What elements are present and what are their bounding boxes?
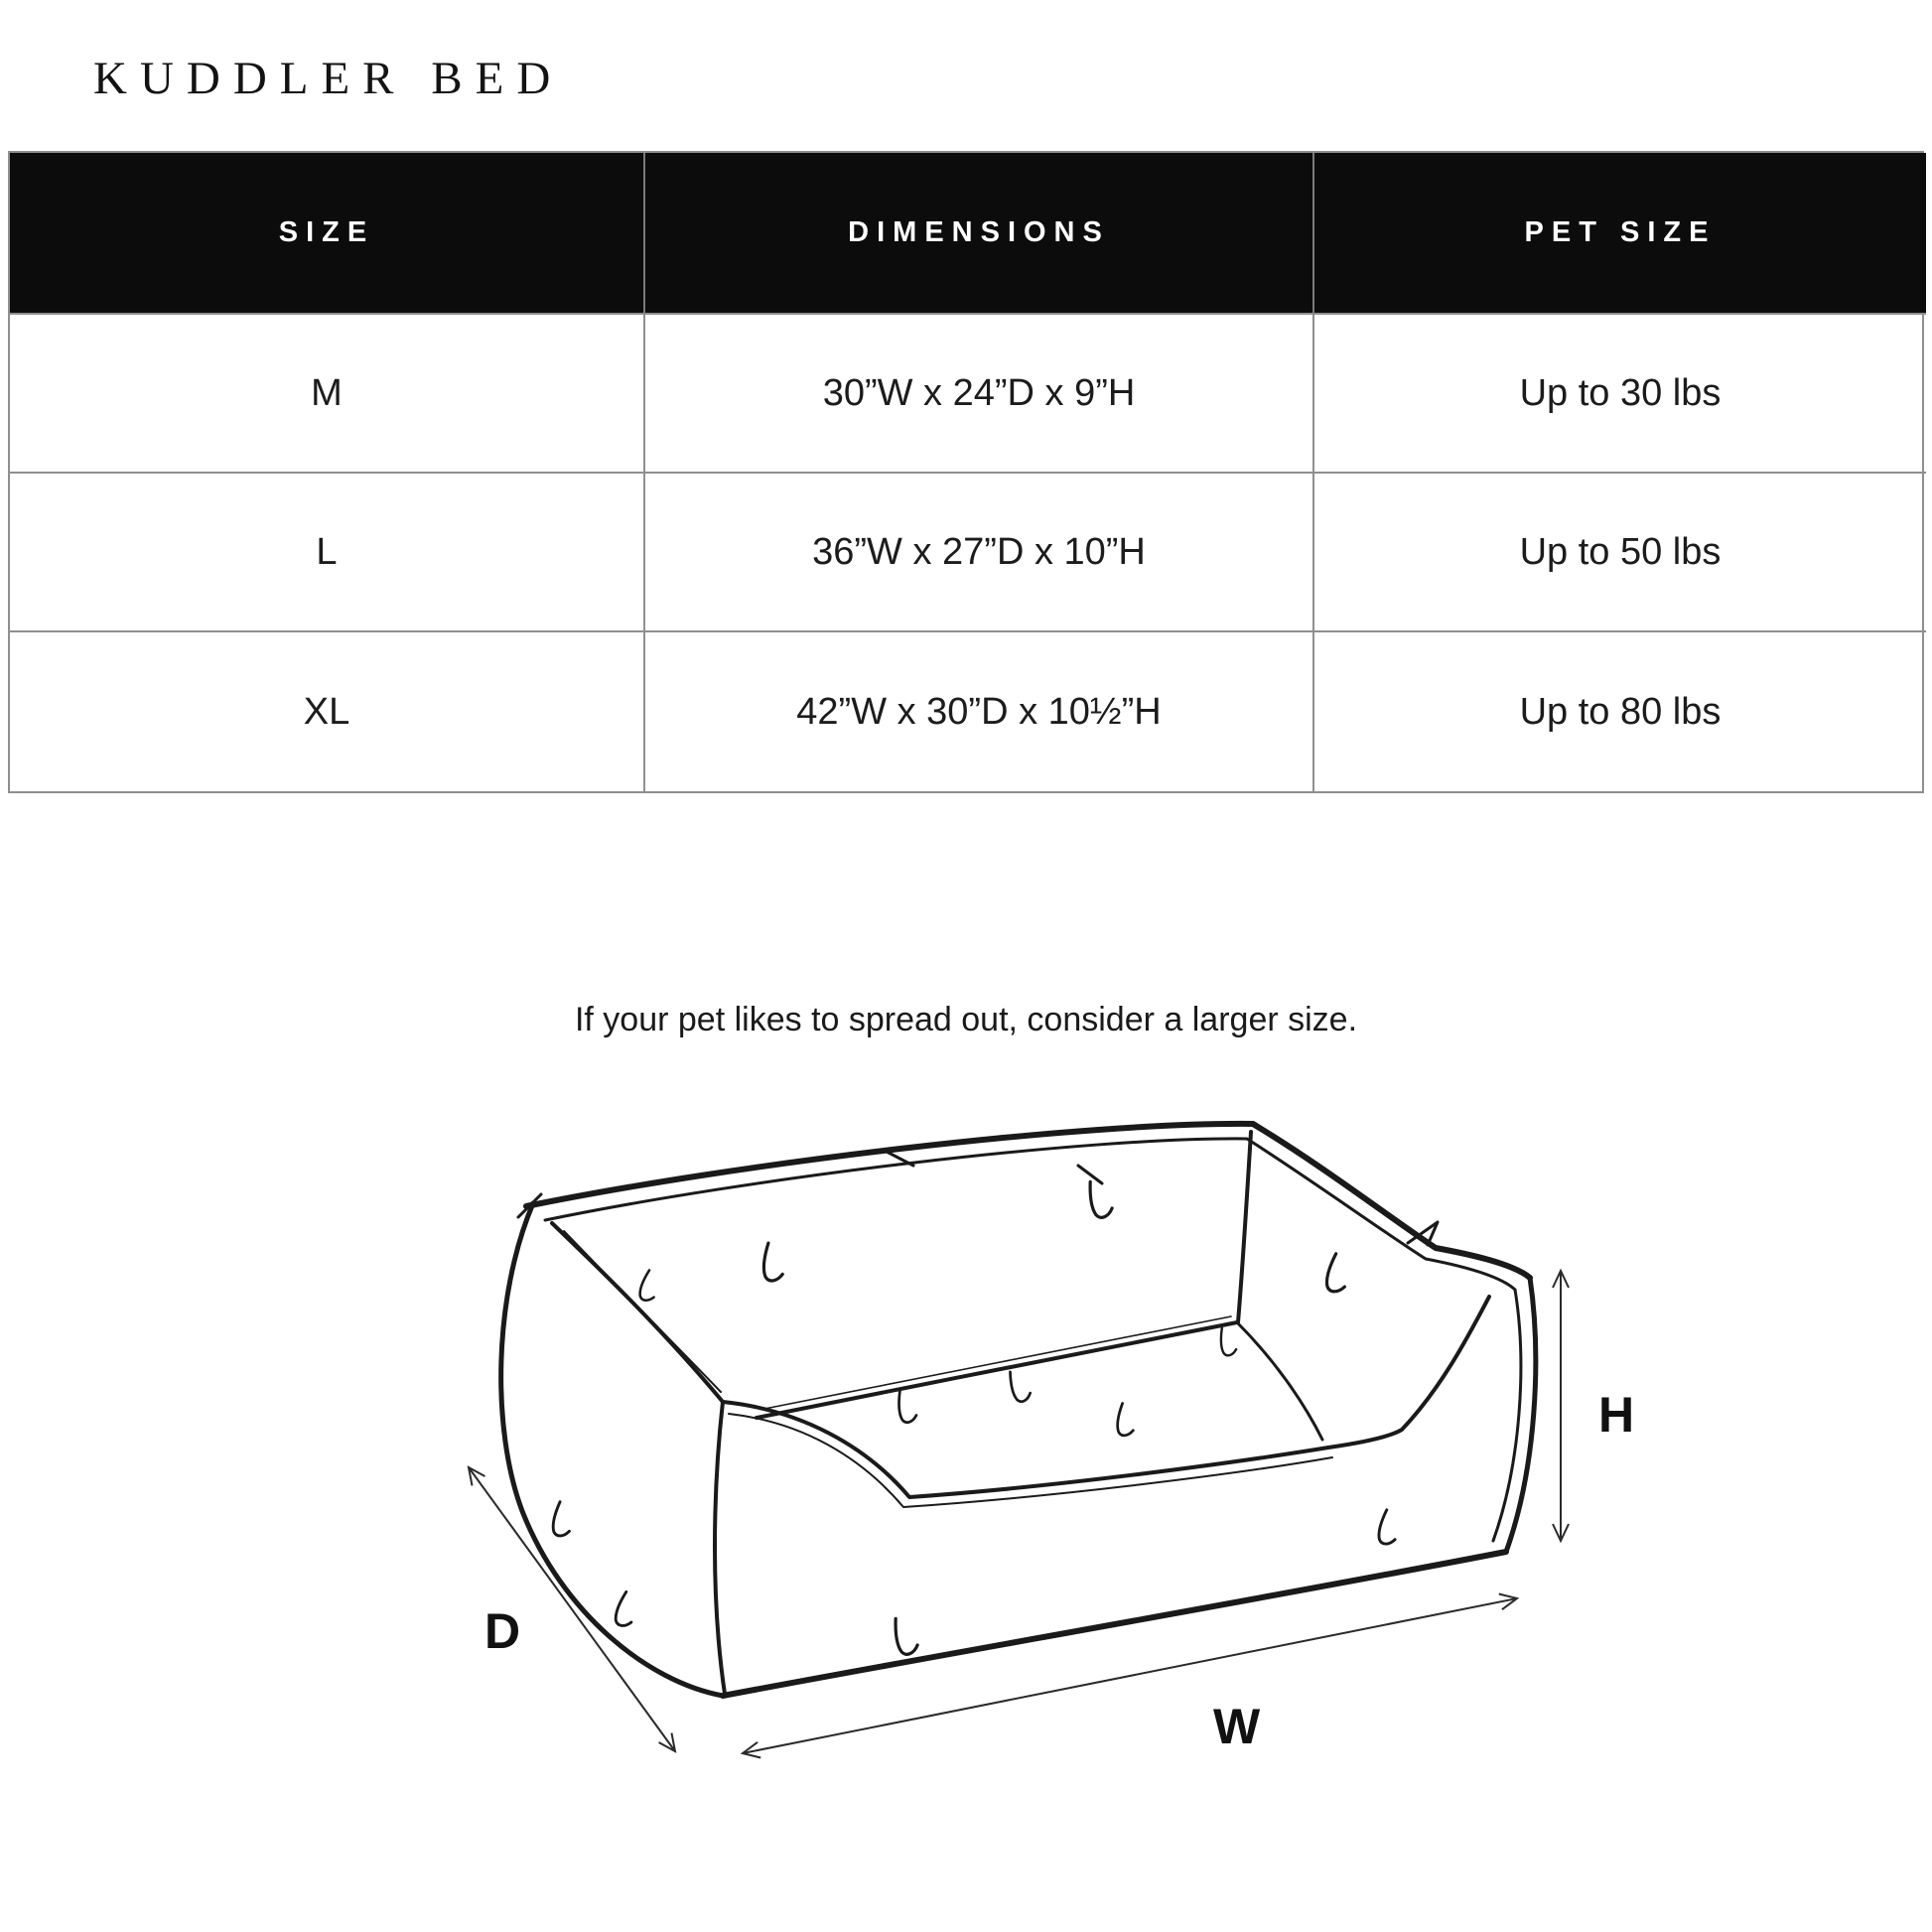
table-cell-dimensions-m: 30”W x 24”D x 9”H [645,315,1314,474]
bed-sketch [500,1123,1537,1696]
table-cell-dimensions-xl: 42”W x 30”D x 10½”H [645,632,1314,791]
table-cell-size-xl: XL [10,632,645,791]
table-cell-dimensions-l: 36”W x 27”D x 10”H [645,474,1314,632]
sizing-note: If your pet likes to spread out, consider a larger size. [574,1001,1358,1038]
table-cell-size-m: M [10,315,645,474]
table-cell-pet-size-m: Up to 30 lbs [1314,315,1926,474]
column-header-size: SIZE [10,153,645,315]
page-title: KUDDLER BED [93,53,564,104]
depth-label: D [484,1603,521,1659]
width-label: W [1213,1699,1261,1754]
table-cell-pet-size-l: Up to 50 lbs [1314,474,1926,632]
column-header-dimensions: DIMENSIONS [645,153,1314,315]
table-cell-size-l: L [10,474,645,632]
column-header-pet-size: PET SIZE [1314,153,1926,315]
height-label: H [1598,1387,1635,1443]
table-cell-pet-size-xl: Up to 80 lbs [1519,690,1722,733]
